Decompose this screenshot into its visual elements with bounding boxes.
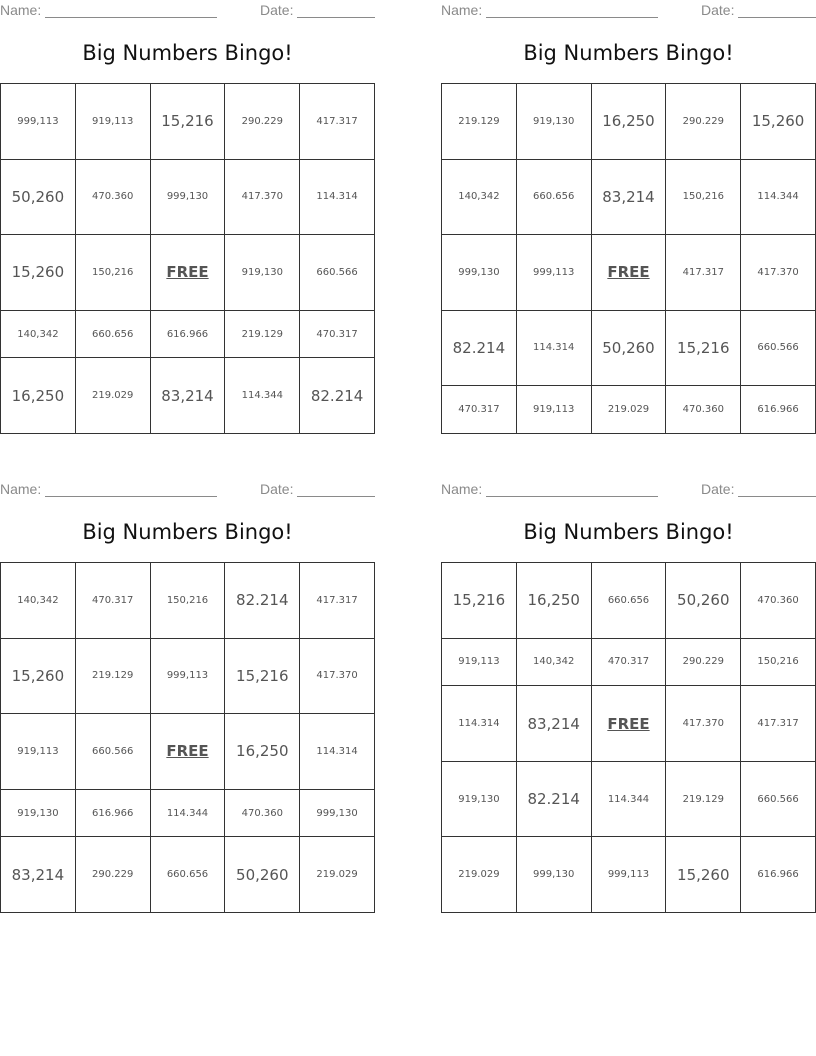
bingo-row (442, 235, 816, 311)
bingo-cell[interactable]: 999,130 (150, 159, 225, 235)
bingo-cell[interactable]: 999,113 (591, 837, 666, 913)
bingo-cell[interactable]: 140,342 (516, 638, 591, 686)
bingo-grid (0, 562, 375, 913)
bingo-row (442, 686, 816, 762)
bingo-cell[interactable]: 290.229 (225, 84, 300, 160)
bingo-cell[interactable]: 114.344 (225, 358, 300, 434)
bingo-cell[interactable]: 919,113 (516, 386, 591, 434)
bingo-cell[interactable]: 999,130 (516, 837, 591, 913)
bingo-row (1, 84, 375, 160)
bingo-grid (0, 83, 375, 434)
card-header (0, 481, 375, 499)
bingo-cell[interactable]: 15,216 (150, 84, 225, 160)
card-header (441, 481, 816, 499)
bingo-cell[interactable]: 470.317 (591, 638, 666, 686)
bingo-cell[interactable]: 83,214 (150, 358, 225, 434)
bingo-cell[interactable]: 616.966 (741, 837, 816, 913)
bingo-cell[interactable]: 616.966 (150, 310, 225, 358)
bingo-cell[interactable]: 417.317 (300, 563, 375, 639)
card-title: Big Numbers Bingo! (523, 41, 734, 65)
bingo-cell[interactable]: 999,113 (150, 638, 225, 714)
bingo-cell[interactable]: 660.566 (75, 714, 150, 790)
bingo-cell[interactable]: 290.229 (75, 837, 150, 913)
bingo-cell[interactable]: 15,260 (741, 84, 816, 160)
bingo-cell[interactable]: 114.314 (516, 310, 591, 386)
bingo-cell[interactable]: 919,113 (75, 84, 150, 160)
bingo-cell[interactable]: 417.370 (300, 638, 375, 714)
bingo-cell[interactable]: 660.566 (741, 761, 816, 837)
name-label: Name: (441, 481, 483, 497)
bingo-cell[interactable]: 470.360 (666, 386, 741, 434)
bingo-card-4 (441, 479, 816, 913)
bingo-cell[interactable]: 660.656 (150, 837, 225, 913)
bingo-cell[interactable]: 999,113 (1, 84, 76, 160)
bingo-cell[interactable]: 616.966 (741, 386, 816, 434)
bingo-row (1, 310, 375, 358)
bingo-cell[interactable]: 15,216 (666, 310, 741, 386)
bingo-cell[interactable]: 470.317 (75, 563, 150, 639)
bingo-cell[interactable]: 417.317 (666, 235, 741, 311)
bingo-cell[interactable]: 16,250 (516, 563, 591, 639)
bingo-cell[interactable]: 83,214 (516, 686, 591, 762)
bingo-cell[interactable]: 417.370 (741, 235, 816, 311)
bingo-cell[interactable]: 660.656 (516, 159, 591, 235)
bingo-cell[interactable]: 660.566 (300, 235, 375, 311)
bingo-cell[interactable]: 417.370 (225, 159, 300, 235)
date-field-line[interactable] (297, 17, 375, 18)
bingo-cell[interactable]: 16,250 (225, 714, 300, 790)
bingo-cell[interactable]: 50,260 (1, 159, 76, 235)
bingo-row (1, 638, 375, 714)
bingo-row (1, 789, 375, 837)
bingo-cell[interactable]: 470.317 (442, 386, 517, 434)
date-label: Date: (701, 2, 735, 18)
bingo-cell[interactable]: 114.344 (591, 761, 666, 837)
bingo-grid (441, 562, 816, 913)
bingo-cell[interactable]: 999,130 (442, 235, 517, 311)
bingo-cell[interactable]: 82.214 (442, 310, 517, 386)
bingo-cell[interactable]: 83,214 (591, 159, 666, 235)
bingo-cell[interactable]: 82.214 (300, 358, 375, 434)
bingo-cell[interactable]: 219.029 (442, 837, 517, 913)
bingo-cell[interactable]: 50,260 (225, 837, 300, 913)
bingo-cell[interactable]: 919,130 (225, 235, 300, 311)
bingo-cell[interactable]: 83,214 (1, 837, 76, 913)
bingo-row (442, 84, 816, 160)
bingo-cell[interactable]: 919,130 (516, 84, 591, 160)
bingo-cell[interactable]: 15,216 (442, 563, 517, 639)
bingo-cell[interactable]: 290.229 (666, 638, 741, 686)
bingo-cell[interactable]: 219.029 (300, 837, 375, 913)
bingo-row (442, 761, 816, 837)
bingo-row (442, 837, 816, 913)
bingo-row (442, 310, 816, 386)
date-label: Date: (701, 481, 735, 497)
date-field-line[interactable] (738, 496, 816, 497)
bingo-cell[interactable]: 470.360 (75, 159, 150, 235)
bingo-card-2 (441, 0, 816, 434)
bingo-cell[interactable]: 114.314 (300, 159, 375, 235)
bingo-row (1, 235, 375, 311)
card-title: Big Numbers Bingo! (82, 520, 293, 544)
name-label: Name: (441, 2, 483, 18)
bingo-grid (441, 83, 816, 434)
bingo-cell[interactable]: 114.314 (442, 686, 517, 762)
card-header (0, 2, 375, 20)
card-header (441, 2, 816, 20)
date-label: Date: (260, 481, 294, 497)
free-space-cell[interactable]: FREE (591, 686, 666, 762)
card-title: Big Numbers Bingo! (523, 520, 734, 544)
bingo-cell[interactable]: 15,260 (666, 837, 741, 913)
card-title: Big Numbers Bingo! (82, 41, 293, 65)
bingo-cell[interactable]: 114.344 (741, 159, 816, 235)
name-field-line[interactable] (486, 496, 658, 497)
bingo-cell[interactable]: 417.370 (666, 686, 741, 762)
bingo-cell[interactable]: 660.656 (591, 563, 666, 639)
bingo-cell[interactable]: 50,260 (666, 563, 741, 639)
bingo-cell[interactable]: 919,113 (442, 638, 517, 686)
bingo-cell[interactable]: 150,216 (150, 563, 225, 639)
date-field-line[interactable] (738, 17, 816, 18)
bingo-row (442, 638, 816, 686)
bingo-cell[interactable]: 15,216 (225, 638, 300, 714)
bingo-cell[interactable]: 150,216 (666, 159, 741, 235)
bingo-cell[interactable]: 150,216 (741, 638, 816, 686)
date-label: Date: (260, 2, 294, 18)
name-field-line[interactable] (486, 17, 658, 18)
name-field-line[interactable] (45, 496, 217, 497)
bingo-cell[interactable]: 660.656 (75, 310, 150, 358)
bingo-row (442, 386, 816, 434)
bingo-cell[interactable]: 417.317 (741, 686, 816, 762)
bingo-cell[interactable]: 417.317 (300, 84, 375, 160)
bingo-cell[interactable]: 219.029 (75, 358, 150, 434)
bingo-cell[interactable]: 140,342 (1, 310, 76, 358)
bingo-cell[interactable]: 660.566 (741, 310, 816, 386)
bingo-cell[interactable]: 219.029 (591, 386, 666, 434)
bingo-cell[interactable]: 16,250 (591, 84, 666, 160)
bingo-cell[interactable]: 140,342 (442, 159, 517, 235)
bingo-cell[interactable]: 290.229 (666, 84, 741, 160)
bingo-cell[interactable]: 616.966 (75, 789, 150, 837)
name-field-line[interactable] (45, 17, 217, 18)
bingo-cell[interactable]: 16,250 (1, 358, 76, 434)
bingo-row (1, 714, 375, 790)
bingo-cell[interactable]: 219.129 (442, 84, 517, 160)
bingo-row (442, 159, 816, 235)
bingo-cell[interactable]: 919,130 (1, 789, 76, 837)
bingo-cell[interactable]: 470.360 (741, 563, 816, 639)
bingo-card-3 (0, 479, 375, 913)
bingo-cell[interactable]: 999,113 (516, 235, 591, 311)
bingo-card-1 (0, 0, 375, 434)
bingo-cell[interactable]: 82.214 (225, 563, 300, 639)
bingo-row (1, 358, 375, 434)
free-space-cell[interactable]: FREE (150, 714, 225, 790)
bingo-cell[interactable]: 219.129 (225, 310, 300, 358)
bingo-cell[interactable]: 114.314 (300, 714, 375, 790)
date-field-line[interactable] (297, 496, 375, 497)
bingo-cell[interactable]: 140,342 (1, 563, 76, 639)
bingo-row (1, 837, 375, 913)
name-label: Name: (0, 2, 42, 18)
bingo-row (442, 563, 816, 639)
bingo-row (1, 563, 375, 639)
bingo-row (1, 159, 375, 235)
bingo-cell[interactable]: 919,130 (442, 761, 517, 837)
bingo-cell[interactable]: 15,260 (1, 638, 76, 714)
bingo-cell[interactable]: 470.317 (300, 310, 375, 358)
bingo-cell[interactable]: 82.214 (516, 761, 591, 837)
free-space-cell[interactable]: FREE (150, 235, 225, 311)
bingo-cell[interactable]: 114.344 (150, 789, 225, 837)
bingo-cell[interactable]: 470.360 (225, 789, 300, 837)
bingo-cell[interactable]: 150,216 (75, 235, 150, 311)
bingo-cell[interactable]: 50,260 (591, 310, 666, 386)
bingo-cell[interactable]: 999,130 (300, 789, 375, 837)
bingo-cell[interactable]: 219.129 (75, 638, 150, 714)
bingo-cell[interactable]: 219.129 (666, 761, 741, 837)
bingo-cell[interactable]: 15,260 (1, 235, 76, 311)
free-space-cell[interactable]: FREE (591, 235, 666, 311)
bingo-cell[interactable]: 919,113 (1, 714, 76, 790)
name-label: Name: (0, 481, 42, 497)
